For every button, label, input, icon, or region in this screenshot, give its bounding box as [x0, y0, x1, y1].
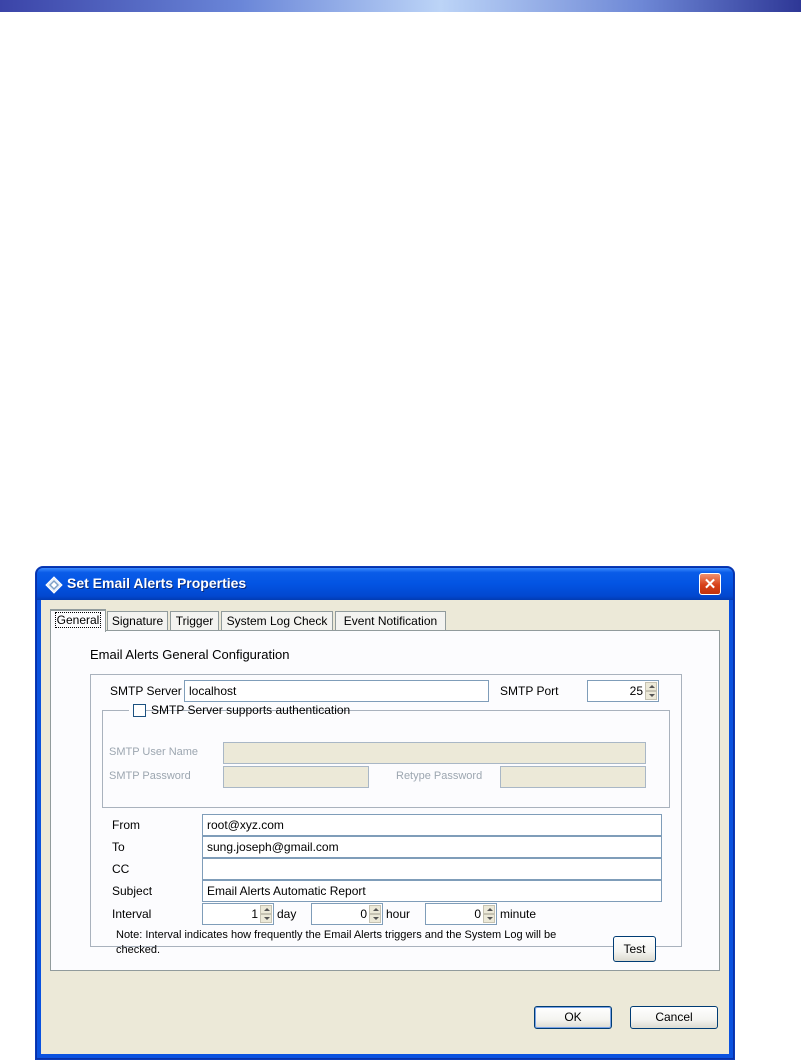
- to-input[interactable]: sung.joseph@gmail.com: [202, 836, 662, 858]
- tab-system-log-check[interactable]: System Log Check: [221, 611, 333, 631]
- auth-legend: [129, 702, 351, 718]
- cancel-button[interactable]: Cancel: [630, 1006, 718, 1029]
- ok-button[interactable]: OK: [534, 1006, 612, 1029]
- from-input[interactable]: root@xyz.com: [202, 814, 662, 836]
- auth-checkbox[interactable]: [133, 704, 146, 717]
- day-label: day: [277, 907, 297, 921]
- window-title: Set Email Alerts Properties: [67, 575, 247, 591]
- from-label: From: [112, 818, 140, 832]
- smtp-port-stepper[interactable]: [587, 680, 659, 702]
- smtp-user-name-input[interactable]: [223, 742, 646, 764]
- section-title: Email Alerts General Configuration: [90, 647, 290, 662]
- smtp-port-label: SMTP Port: [500, 684, 559, 698]
- tab-general[interactable]: General: [50, 609, 106, 632]
- interval-minute-value: 0: [474, 907, 481, 921]
- interval-note-line2: checked.: [116, 944, 161, 956]
- spin-down-icon[interactable]: [260, 914, 272, 923]
- smtp-server-input[interactable]: localhost: [184, 680, 489, 702]
- title-bar[interactable]: [37, 568, 733, 600]
- retype-password-input[interactable]: [500, 766, 646, 788]
- to-label: To: [112, 840, 125, 854]
- authentication-group: [102, 703, 670, 808]
- subject-label: Subject: [112, 884, 153, 898]
- smtp-password-input[interactable]: [223, 766, 369, 788]
- spin-up-icon[interactable]: [260, 905, 272, 914]
- test-button[interactable]: Test: [613, 936, 656, 962]
- cc-label: CC: [112, 862, 130, 876]
- retype-password-label: Retype Password: [396, 770, 483, 782]
- general-tab-panel: [50, 630, 720, 971]
- tab-signature[interactable]: Signature: [107, 611, 168, 631]
- spin-up-icon[interactable]: [369, 905, 381, 914]
- interval-hour-stepper[interactable]: [311, 903, 383, 925]
- diamond-app-icon: [45, 576, 63, 594]
- cc-input[interactable]: [202, 858, 662, 880]
- smtp-server-label: SMTP Server: [110, 684, 182, 698]
- spin-up-icon[interactable]: [645, 682, 657, 691]
- smtp-password-label: SMTP Password: [109, 770, 191, 782]
- hour-label: hour: [386, 907, 411, 921]
- spin-down-icon[interactable]: [369, 914, 381, 923]
- minute-label: minute: [500, 907, 537, 921]
- interval-note-line1: Note: Interval indicates how frequently the Email Alerts triggers and the System Log will be: [116, 929, 557, 941]
- interval-minute-stepper[interactable]: [425, 903, 497, 925]
- smtp-port-value: 25: [629, 684, 643, 698]
- spin-down-icon[interactable]: [483, 914, 495, 923]
- spin-up-icon[interactable]: [483, 905, 495, 914]
- interval-hour-value: 0: [360, 907, 367, 921]
- close-icon[interactable]: ✕: [699, 573, 721, 595]
- subject-input[interactable]: Email Alerts Automatic Report: [202, 880, 662, 902]
- tab-event-notification[interactable]: Event Notification: [335, 611, 446, 631]
- interval-day-stepper[interactable]: [202, 903, 274, 925]
- auth-checkbox-label: SMTP Server supports authentication: [151, 703, 351, 717]
- email-alerts-dialog: [36, 567, 734, 1059]
- dialog-client-area: [41, 600, 729, 1054]
- smtp-user-name-label: SMTP User Name: [109, 746, 199, 758]
- tab-trigger[interactable]: Trigger: [170, 611, 219, 631]
- interval-day-value: 1: [251, 907, 258, 921]
- header-gradient-bar: [0, 0, 801, 12]
- spin-down-icon[interactable]: [645, 691, 657, 700]
- interval-label: Interval: [112, 907, 152, 921]
